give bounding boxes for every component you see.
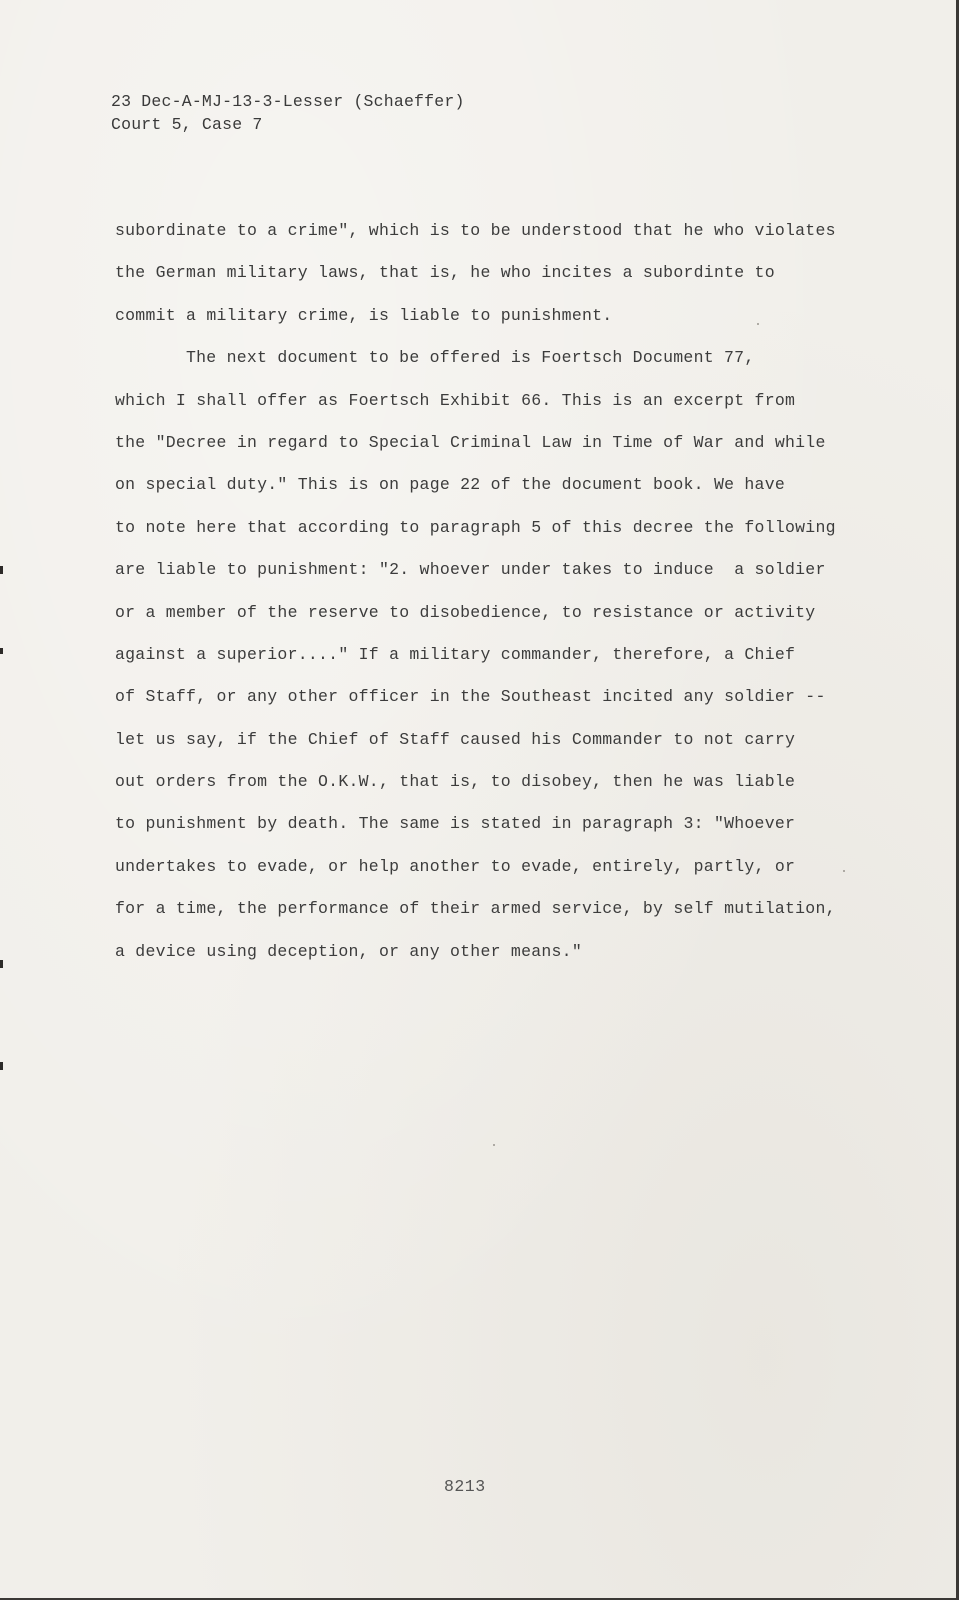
page-number: 8213	[444, 1477, 486, 1496]
body-line: for a time, the performance of their armed service, by self mutilation,	[115, 899, 836, 919]
body-line: the German military laws, that is, he who incites a subordinte to	[115, 263, 775, 283]
body-line: are liable to punishment: "2. whoever under takes to induce a soldier	[115, 560, 826, 580]
paper-speck	[843, 870, 845, 872]
body-text	[115, 210, 855, 973]
paper-speck	[493, 1144, 495, 1146]
body-line: to punishment by death. The same is stated in paragraph 3: "Whoever	[115, 814, 796, 834]
header-reference: 23 Dec-A-MJ-13-3-Lesser (Schaeffer)	[111, 92, 465, 111]
body-line: a device using deception, or any other means."	[115, 941, 582, 961]
header-court-case: Court 5, Case 7	[111, 115, 263, 134]
body-line: subordinate to a crime", which is to be understood that he who violates	[115, 221, 836, 240]
body-line: the "Decree in regard to Special Criminal Law in Time of War and while	[115, 432, 826, 452]
body-line-paragraph-start: The next document to be offered is Foertsch Document 77,	[186, 348, 755, 368]
binding-mark	[0, 960, 3, 968]
body-line: of Staff, or any other officer in the Southeast incited any soldier --	[115, 687, 826, 707]
binding-mark	[0, 566, 3, 574]
body-line: on special duty." This is on page 22 of the document book. We have	[115, 475, 786, 495]
binding-mark	[0, 648, 3, 654]
body-line: to note here that according to paragraph 5 of this decree the following	[115, 517, 836, 537]
body-line: let us say, if the Chief of Staff caused his Commander to not carry	[115, 729, 796, 749]
binding-mark	[0, 1062, 3, 1070]
paper-speck	[757, 323, 759, 325]
body-line: undertakes to evade, or help another to evade, entirely, partly, or	[115, 856, 796, 876]
body-line: or a member of the reserve to disobedience, to resistance or activity	[115, 602, 816, 622]
body-line: against a superior...." If a military commander, therefore, a Chief	[115, 644, 796, 664]
document-header	[111, 90, 465, 136]
body-line: out orders from the O.K.W., that is, to disobey, then he was liable	[115, 772, 796, 792]
body-line: commit a military crime, is liable to punishment.	[115, 305, 613, 325]
body-line: which I shall offer as Foertsch Exhibit 66. This is an excerpt from	[115, 390, 796, 410]
